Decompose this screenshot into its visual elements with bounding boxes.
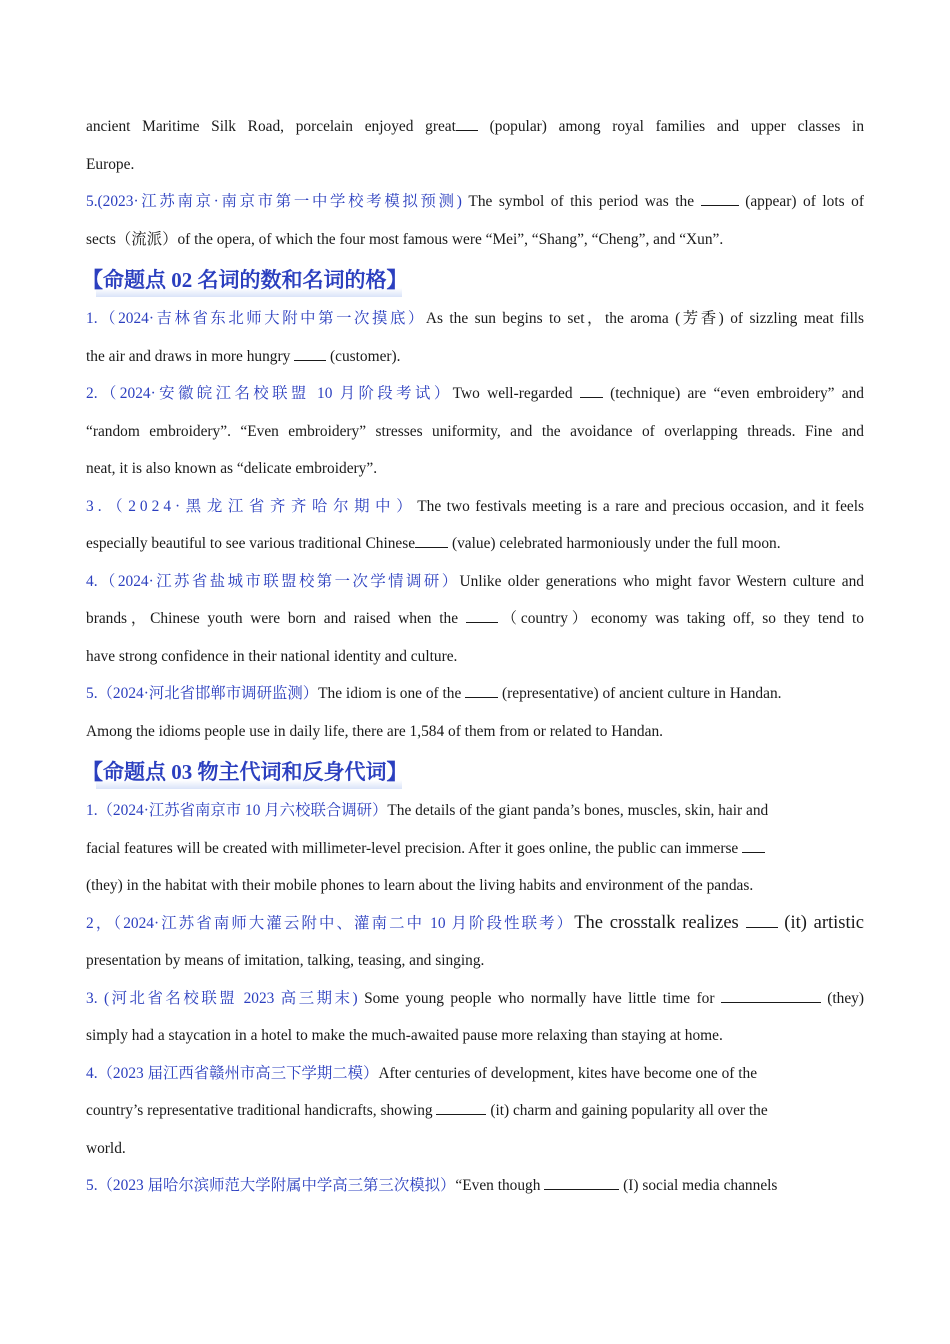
- document-body: [82, 108, 865, 1205]
- text-line: especially beautiful to see various traditional Chinese (value) celebrated harmoniously under the full moon.: [86, 535, 781, 552]
- answer-blank[interactable]: [746, 914, 778, 928]
- question-source: 1.（2024·吉林省东北师大附中第一次摸底）: [86, 310, 426, 327]
- question-source: 3.（2024·黑龙江省齐齐哈尔期中）: [86, 497, 418, 515]
- answer-blank[interactable]: [701, 192, 739, 206]
- question-p5: 5.(2023·江苏南京·南京市第一中学校考模拟预测) The symbol of this period was the (appear) of lots of: [86, 193, 865, 210]
- answer-blank[interactable]: [742, 839, 765, 853]
- text-line: Europe.: [86, 155, 135, 173]
- text-line: simply had a staycation in a hotel to make the much-awaited pause more relaxing than staying at home.: [86, 1027, 723, 1044]
- question-a4: 4.（2024·江苏省盐城市联盟校第一次学情调研）Unlike older generations who might favor Western culture and: [86, 572, 865, 590]
- text-line: facial features will be created with millimeter-level precision. After it goes online, the public can immerse: [86, 830, 864, 868]
- question-b2: 2，（2024·江苏省南师大灌云附中、灌南二中 10 月阶段性联考）The crosstalk realizes (it) artistic: [86, 912, 864, 933]
- answer-blank[interactable]: [721, 989, 821, 1003]
- question-b5: 5.（2023 届哈尔滨师范大学附属中学高三第三次模拟）“Even though (I) social media channels: [86, 1177, 778, 1194]
- text-line: “random embroidery”. “Even embroidery” stresses uniformity, and the avoidance of overlapping threads. Fine and: [86, 422, 864, 440]
- answer-blank[interactable]: [544, 1176, 619, 1190]
- question-a5: 5.（2024·河北省邯郸市调研监测）The idiom is one of the (representative) of ancient culture in Handan.: [86, 685, 782, 702]
- answer-blank[interactable]: [294, 347, 326, 361]
- question-source: 2，（2024·江苏省南师大灌云附中、灌南二中 10 月阶段性联考）: [86, 914, 575, 932]
- answer-blank[interactable]: [465, 684, 498, 698]
- text-line: Among the idioms people use in daily life, there are 1,584 of them from or related to Handan.: [86, 722, 663, 740]
- question-a2: 2.（2024·安徽皖江名校联盟 10 月阶段考试）Two well-regarded (technique) are “even embroidery” and: [86, 385, 864, 402]
- question-source: 5.（2024·河北省邯郸市调研监测）: [86, 685, 319, 702]
- question-source: 5.（2023 届哈尔滨师范大学附属中学高三第三次模拟）: [86, 1177, 456, 1194]
- text-line: country’s representative traditional handicrafts, showing (it) charm and gaining popularity all over the: [86, 1102, 768, 1119]
- question-b1: 1.（2024·江苏省南京市 10 月六校联合调研）The details of the giant panda’s bones, muscles, skin, hair and: [86, 802, 769, 819]
- text-line: presentation by means of imitation, talking, teasing, and singing.: [86, 952, 485, 969]
- answer-blank[interactable]: [436, 1101, 486, 1115]
- question-a1: 1.（2024·吉林省东北师大附中第一次摸底）As the sun begins to set，the aroma (芳香) of sizzling meat fills: [86, 310, 864, 327]
- question-source: 4.（2023 届江西省赣州市高三下学期二模）: [86, 1064, 379, 1082]
- text-line: have strong confidence in their national identity and culture.: [86, 647, 458, 665]
- question-source: 3. (河北省名校联盟 2023 高三期末): [86, 989, 358, 1007]
- question-source: 2.（2024·安徽皖江名校联盟 10 月阶段考试）: [86, 385, 453, 402]
- text-line: the air and draws in more hungry (customer).: [86, 347, 401, 365]
- section-heading-03: 【命题点 03 物主代词和反身代词】: [82, 754, 408, 790]
- text-line: world.: [86, 1139, 126, 1157]
- question-b3: 3. (河北省名校联盟 2023 高三期末) Some young people who normally have little time for (they): [86, 989, 864, 1007]
- question-b4: 4.（2023 届江西省赣州市高三下学期二模）After centuries of development, kites have become one of the: [86, 1064, 758, 1082]
- question-source: 5.(2023·江苏南京·南京市第一中学校考模拟预测): [86, 193, 462, 210]
- answer-blank[interactable]: [415, 534, 448, 548]
- answer-blank[interactable]: [466, 609, 498, 623]
- text-line: neat, it is also known as “delicate embroidery”.: [86, 460, 378, 477]
- question-a3: 3.（2024·黑龙江省齐齐哈尔期中）The two festivals meeting is a rare and precious occasion, and it feels: [86, 497, 864, 515]
- text-line: ancient Maritime Silk Road, porcelain enjoyed great (popular) among royal families and upper classes in: [86, 118, 865, 135]
- answer-blank[interactable]: [456, 117, 478, 131]
- section-heading-02: 【命题点 02 名词的数和名词的格】: [82, 262, 408, 298]
- question-source: 1.（2024·江苏省南京市 10 月六校联合调研）: [86, 802, 388, 819]
- question-source: 4.（2024·江苏省盐城市联盟校第一次学情调研）: [86, 572, 460, 590]
- answer-blank[interactable]: [580, 384, 603, 398]
- text-line: brands，Chinese youth were born and raised when the （country）economy was taking off, so they tend to: [86, 610, 864, 627]
- text-line: (they) in the habitat with their mobile phones to learn about the living habits and environment of the pandas.: [86, 877, 754, 894]
- text-line: sects（流派）of the opera, of which the four most famous were “Mei”, “Shang”, “Cheng”, and “Xun”.: [86, 230, 724, 248]
